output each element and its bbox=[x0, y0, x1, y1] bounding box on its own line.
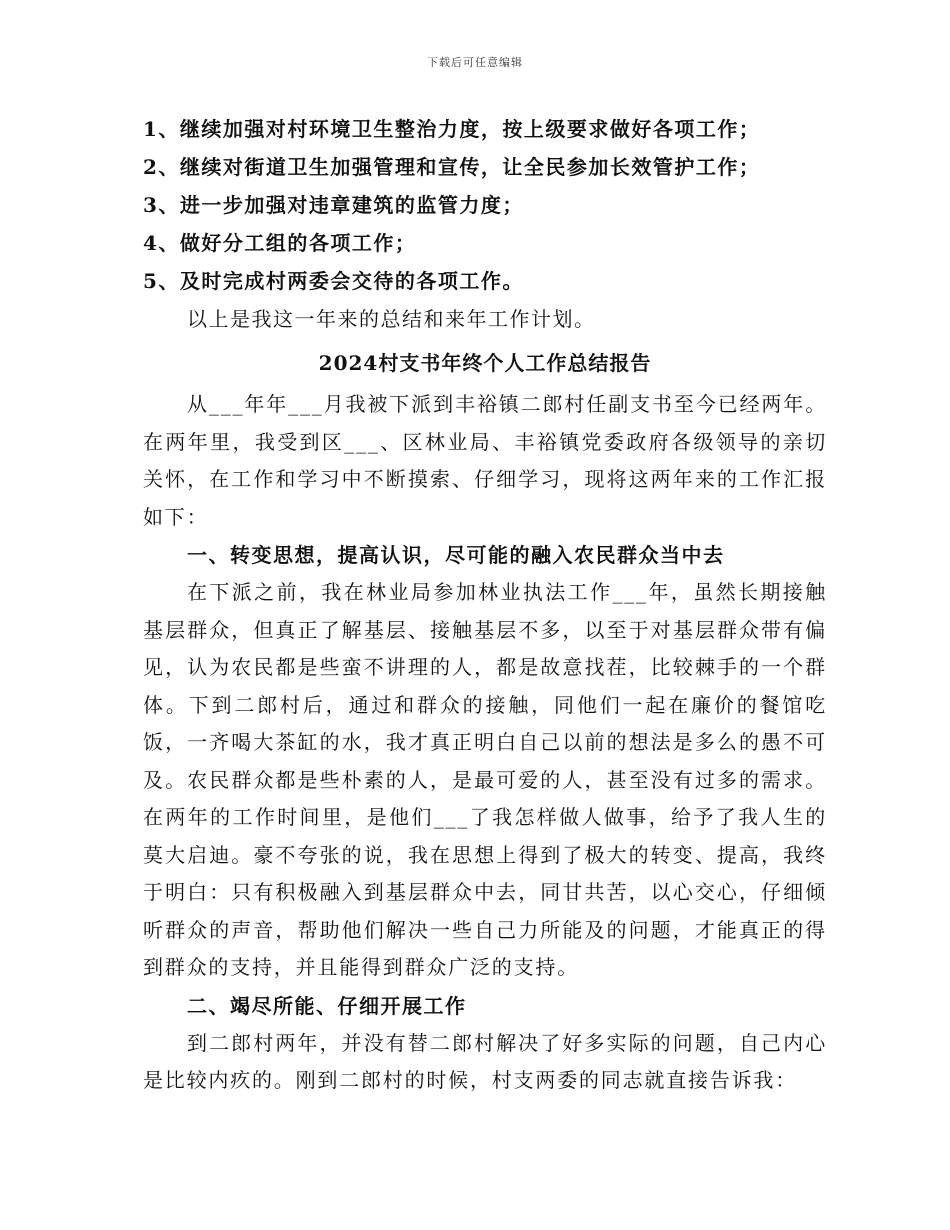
section-heading-1: 一、转变思想，提高认识，尽可能的融入农民群众当中去 bbox=[187, 543, 725, 567]
plan-item: 3、进一步加强对违章建筑的监管力度； bbox=[143, 193, 524, 217]
download-note: 下载后可任意编辑 bbox=[427, 56, 523, 69]
document-content bbox=[143, 110, 827, 1100]
section1-paragraph: 在下派之前，我在林业局参加林业执法工作___年，虽然长期接触基层群众，但真正了解基层、接触基层不多，以至于对基层群众带有偏见，认为农民都是些蛮不讲理的人，都是故意找茬，比较棘手的一个群体。下到二郎村后，通过和群众的接触，同他们一起在廉价的餐馆吃饭，一齐喝大茶缸的水，我才真正明白自己以前的想法是多么的愚不可及。农民群众都是些朴素的人，是最可爱的人，甚至没有过多的需求。在两年的工作时间里，是他们___了我怎样做人做事，给予了我人生的莫大启迪。豪不夸张的说，我在思想上得到了极大的转变、提高，我终于明白：只有积极融入到基层群众中去，同甘共苦，以心交心，仔细倾听群众的声音，帮助他们解决一些自己力所能及的问题，才能真正的得到群众的支持，并且能得到群众广泛的支持。 bbox=[143, 580, 827, 979]
plan-item: 4、做好分工组的各项工作； bbox=[143, 231, 417, 255]
plan-item: 2、继续对街道卫生加强管理和宣传，让全民参加长效管护工作； bbox=[143, 155, 761, 179]
section-heading-2: 二、竭尽所能、仔细开展工作 bbox=[187, 993, 467, 1018]
section2-paragraph: 到二郎村两年，并没有替二郎村解决了好多实际的问题，自己内心是比较内疚的。刚到二郎村的时候，村支两委的同志就直接告诉我： bbox=[143, 1030, 827, 1092]
report-title: 2024村支书年终个人工作总结报告 bbox=[318, 351, 652, 375]
plan-item: 5、及时完成村两委会交待的各项工作。 bbox=[143, 269, 524, 293]
plan-item: 1、继续加强对村环境卫生整治力度，按上级要求做好各项工作； bbox=[143, 117, 761, 141]
intro-paragraph: 从___年年___月我被下派到丰裕镇二郎村任副支书至今已经两年。在两年里，我受到区___、区林业局、丰裕镇党委政府各级领导的亲切关怀，在工作和学习中不断摸索、仔细学习，现将这两年来的工作汇报如下： bbox=[143, 392, 827, 529]
closing-sentence: 以上是我这一年来的总结和来年工作计划。 bbox=[187, 307, 596, 331]
